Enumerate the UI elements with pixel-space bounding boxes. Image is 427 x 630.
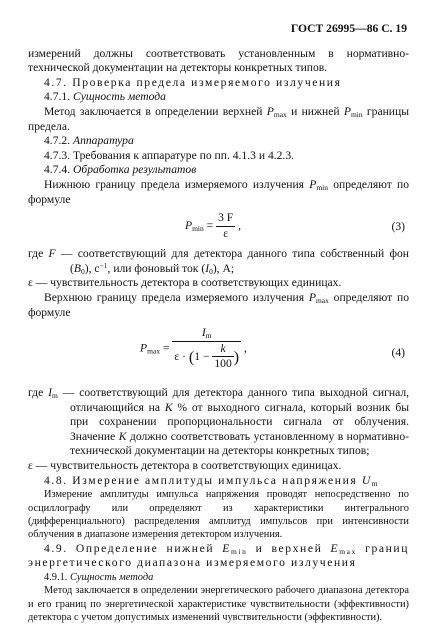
formula-4-body	[140, 326, 247, 372]
subsection-heading-4-7-2	[28, 134, 409, 149]
subsection-heading-4-7-4	[28, 163, 409, 178]
right-paren: )	[233, 348, 240, 366]
subscript: m	[205, 331, 212, 341]
symbol-p: P	[343, 104, 351, 118]
text-run: ), А;	[212, 261, 235, 275]
symbol-p: P	[185, 218, 193, 232]
formula-3	[28, 211, 409, 245]
text-run: , или фоновый ток (	[107, 261, 206, 275]
denominator: ε	[223, 226, 229, 240]
subscript: max	[315, 295, 329, 305]
section-heading-4-7: 4.7. Проверка предела измеряемого излучения	[44, 75, 342, 89]
numerator	[172, 326, 241, 342]
paragraph-4-7-3: 4.7.3. Требования к аппаратуре по пп. 4.1.3 и 4.2.3.	[44, 148, 295, 162]
text-run: Метод заключается в определении верхней	[44, 104, 267, 118]
text-run: — соответствующий для детектора данного типа собственный фон (	[55, 247, 409, 275]
subscript: min	[350, 109, 363, 119]
subsection-heading-4-7-1	[28, 90, 409, 105]
symbol-i: I	[48, 386, 52, 400]
formula-number: (4)	[391, 346, 405, 360]
where-clause-4	[28, 386, 409, 459]
paragraph-lower-bound	[28, 178, 409, 207]
section-heading-4-9	[28, 542, 409, 571]
symbol-p: P	[309, 177, 317, 191]
text-run: Верхнюю границу предела измеряемого излучения	[44, 290, 309, 304]
formula-number: (3)	[391, 220, 405, 234]
page-header: ГОСТ 26995—86 С. 19	[290, 22, 407, 35]
comma: ,	[241, 341, 247, 355]
clause-number: 4.9.1.	[44, 572, 68, 584]
text-run: где	[28, 247, 49, 261]
text-run: ), с	[84, 261, 100, 275]
symbol-u: U	[361, 473, 372, 487]
section-heading-4-8	[28, 474, 409, 489]
subscript: m	[52, 391, 58, 401]
numerator: 3 F	[216, 211, 235, 227]
text-run: и верхней	[247, 541, 331, 555]
left-paren: (	[188, 348, 195, 366]
symbol-p: P	[140, 341, 148, 355]
inner-fraction	[212, 342, 233, 372]
text-run: Нижнюю границу предела измеряемого излучения	[44, 177, 310, 191]
epsilon-definition-4: ε — чувствительность детектора в соответствующих единицах.	[28, 459, 342, 473]
clause-title: Сущность метода	[73, 90, 166, 104]
paragraph-4-9-1: Метод заключается в определении энергетического рабочего диапазона детектора и его границ по энергетической характеристике чувствительности (эффективности) детектора с учетом допустимых изменений чувствительности (эффективности).	[28, 585, 409, 624]
symbol-p: P	[266, 104, 274, 118]
symbol-e: E	[222, 541, 231, 555]
fraction	[172, 326, 241, 372]
symbol-e: E	[330, 541, 340, 555]
subsection-heading-4-9-1	[28, 571, 409, 584]
formula-4	[28, 326, 409, 384]
clause-number: 4.7.1.	[44, 90, 71, 104]
formula-3-body	[185, 211, 241, 241]
text-run: границы предела.	[28, 104, 410, 133]
clause-title: Сущность метода	[70, 572, 154, 584]
subscript: max	[147, 346, 161, 356]
paragraph-continuation: измерений должны соответствовать установленным в нормативно-технической документации на детекторы конкретных типов.	[28, 46, 409, 75]
numerator: k	[212, 342, 233, 358]
symbol-i: I	[201, 326, 206, 340]
symbol-p: P	[308, 290, 316, 304]
clause-number: 4.7.2.	[44, 134, 71, 148]
clause-number: 4.7.4.	[44, 163, 71, 177]
clause-title: Обработка результатов	[73, 163, 197, 177]
denominator	[172, 342, 241, 372]
text-run: определяют по формуле	[28, 177, 410, 206]
symbol-f: F	[48, 247, 56, 261]
text-run: где	[28, 386, 49, 400]
subscript: 0	[209, 266, 213, 276]
epsilon-definition-3: ε — чувствительность детектора в соответствующих единицах.	[28, 276, 342, 290]
symbol-k: K	[164, 400, 173, 414]
text-run: 4.9. Определение нижней	[44, 541, 223, 555]
subscript: min	[230, 546, 248, 556]
paragraph-4-7-1	[28, 105, 409, 134]
text-run: определяют по формуле	[28, 290, 409, 319]
text-run: должно соответствовать установленному в нормативно-технической документации на детекторы конкретных типов;	[70, 429, 410, 458]
subscript: max	[273, 109, 287, 119]
paragraph-upper-bound	[28, 291, 409, 320]
denominator: 100	[214, 357, 232, 371]
subscript: min	[192, 223, 204, 233]
where-clause-3	[28, 247, 409, 276]
text-run: и нижней	[286, 104, 344, 118]
subscript: min	[316, 182, 328, 192]
text-run: — соответствующий для детектора данного типа выходной сигнал, отличающийся на	[57, 386, 410, 414]
subscript: 0	[80, 266, 85, 276]
text-run: границ энергетического диапазона измеряемого излучения	[28, 541, 409, 570]
text-run: 4.8. Измерение амплитуды импульса напряжения	[44, 473, 362, 487]
equals-sign: =	[203, 218, 217, 232]
text-run: 1 −	[194, 349, 213, 363]
equals-sign: =	[160, 341, 173, 355]
subscript: m	[371, 478, 380, 488]
text-run: ε ·	[174, 349, 189, 363]
paragraph-4-8: Измерение амплитуды импульса напряжения проводят непосредственно по осциллографу или определяют из характеристики интегрального (дифференциального) распределения амплитуд импульсов при интенсивности облучения в диапазоне измерения детектором излучения.	[28, 489, 409, 541]
superscript: −1	[99, 260, 108, 270]
text-run: % от выходного сигнала, который возник бы при сохранении пропорциональности сигнала от облучения. Значение	[70, 400, 410, 443]
symbol-i: I	[205, 261, 210, 275]
clause-title: Аппаратура	[73, 134, 134, 148]
subscript: max	[339, 546, 357, 556]
comma: ,	[235, 218, 242, 232]
fraction	[216, 211, 235, 241]
symbol-k: K	[118, 429, 127, 443]
symbol-b: B	[73, 261, 81, 275]
